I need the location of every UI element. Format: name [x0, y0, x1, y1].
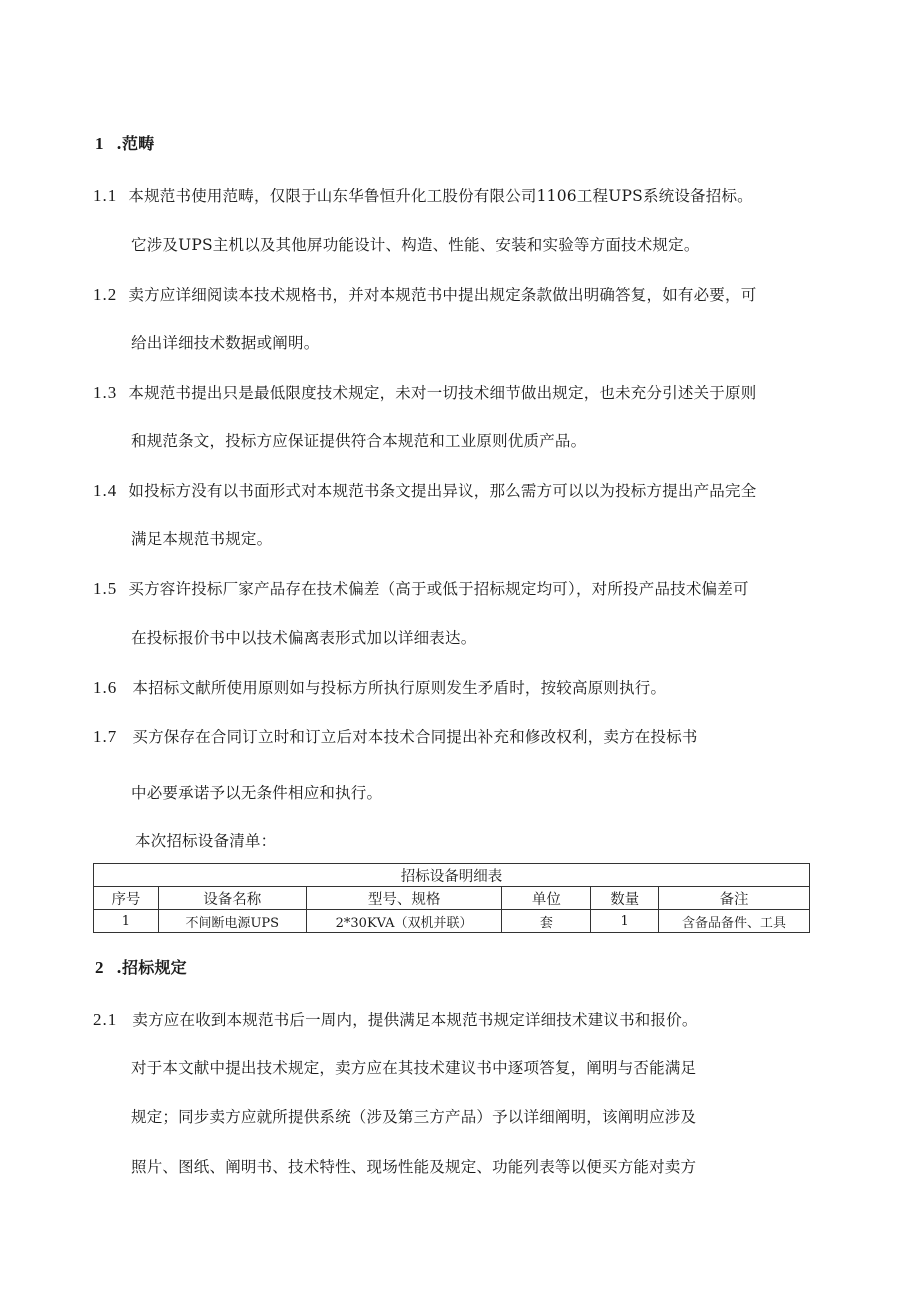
- clause-number: 1.1: [93, 186, 118, 205]
- section-1-number: 1: [95, 134, 105, 153]
- clause-2-1-continued-2: 规定；同步卖方应就所提供系统（涉及第三方产品）予以详细阐明，该阐明应涉及: [131, 1108, 697, 1126]
- section-1-title: .范畴: [116, 134, 155, 153]
- equipment-list-intro: 本次招标设备清单：: [135, 832, 277, 850]
- table-header-cell: 设备名称: [158, 887, 306, 910]
- table-cell: 套: [502, 910, 591, 933]
- clause-text: 本招标文献所使用原则如与投标方所执行原则发生矛盾时，按较高原则执行。: [132, 679, 667, 697]
- clause-text: 如投标方没有以书面形式对本规范书条文提出异议，那么需方可以以为投标方提出产品完全: [128, 482, 757, 500]
- section-2-title: .招标规定: [116, 958, 187, 977]
- table-header-cell: 单位: [502, 887, 591, 910]
- clause-2-1-continued-1: 对于本文献中提出技术规定，卖方应在其技术建议书中逐项答复，阐明与否能满足: [131, 1059, 697, 1077]
- clause-text: 买方容许投标厂家产品存在技术偏差（高于或低于招标规定均可），对所投产品技术偏差可: [128, 580, 749, 598]
- clause-1-7-continued: 中必要承诺予以无条件相应和执行。: [131, 784, 383, 802]
- clause-number: 1.6: [93, 678, 118, 697]
- clause-number: 1.5: [93, 579, 118, 598]
- equipment-table: [93, 863, 810, 933]
- clause-text: 卖方应详细阅读本技术规格书，并对本规范书中提出规定条款做出明确答复，如有必要，可: [128, 286, 757, 304]
- clause-1-3-continued: 和规范条文，投标方应保证提供符合本规范和工业原则优质产品。: [131, 432, 587, 450]
- clause-number: 1.4: [93, 481, 118, 500]
- clause-1-7: [93, 727, 698, 747]
- section-2-heading: [95, 958, 187, 978]
- clause-1-2: [93, 285, 756, 305]
- clause-1-4: [93, 481, 756, 501]
- table-row: [94, 910, 810, 933]
- table-header-row: [94, 887, 810, 910]
- clause-1-4-continued: 满足本规范书规定。: [131, 530, 273, 548]
- table-header-cell: 型号、规格: [306, 887, 502, 910]
- table-header-cell: 序号: [94, 887, 159, 910]
- table-title: 招标设备明细表: [94, 864, 810, 887]
- table-cell: 含备品备件、工具: [659, 910, 810, 933]
- table-header-cell: 备注: [659, 887, 810, 910]
- table-cell: 1: [591, 910, 659, 933]
- section-2-number: 2: [95, 958, 105, 977]
- clause-1-5: [93, 579, 749, 599]
- clause-number: 2.1: [93, 1010, 118, 1029]
- clause-1-3: [93, 383, 756, 403]
- clause-1-6: [93, 678, 666, 698]
- clause-text: 本规范书提出只是最低限度技术规定，未对一切技术细节做出规定，也未充分引述关于原则: [128, 384, 757, 402]
- clause-number: 1.7: [93, 727, 118, 746]
- table-cell: 不间断电源UPS: [158, 910, 306, 933]
- clause-2-1: [93, 1010, 698, 1030]
- clause-1-2-continued: 给出详细技术数据或阐明。: [131, 334, 320, 352]
- clause-1-1-continued: 它涉及UPS主机以及其他屏功能设计、构造、性能、安装和实验等方面技术规定。: [131, 236, 700, 254]
- section-1-heading: [95, 134, 154, 154]
- table-header-cell: 数量: [591, 887, 659, 910]
- clause-text: 卖方应在收到本规范书后一周内，提供满足本规范书规定详细技术建议书和报价。: [132, 1011, 698, 1029]
- clause-1-1: [93, 186, 753, 206]
- clause-1-5-continued: 在投标报价书中以技术偏离表形式加以详细表达。: [131, 629, 477, 647]
- table-cell: 1: [94, 910, 159, 933]
- clause-text: 本规范书使用范畴，仅限于山东华鲁恒升化工股份有限公司1106工程UPS系统设备招标。: [128, 187, 753, 205]
- clause-2-1-continued-3: 照片、图纸、阐明书、技术特性、现场性能及规定、功能列表等以便买方能对卖方: [131, 1158, 697, 1176]
- clause-number: 1.3: [93, 383, 118, 402]
- clause-number: 1.2: [93, 285, 118, 304]
- table-cell: 2*30KVA（双机并联）: [306, 910, 502, 933]
- clause-text: 买方保存在合同订立时和订立后对本技术合同提出补充和修改权利，卖方在投标书: [132, 728, 698, 746]
